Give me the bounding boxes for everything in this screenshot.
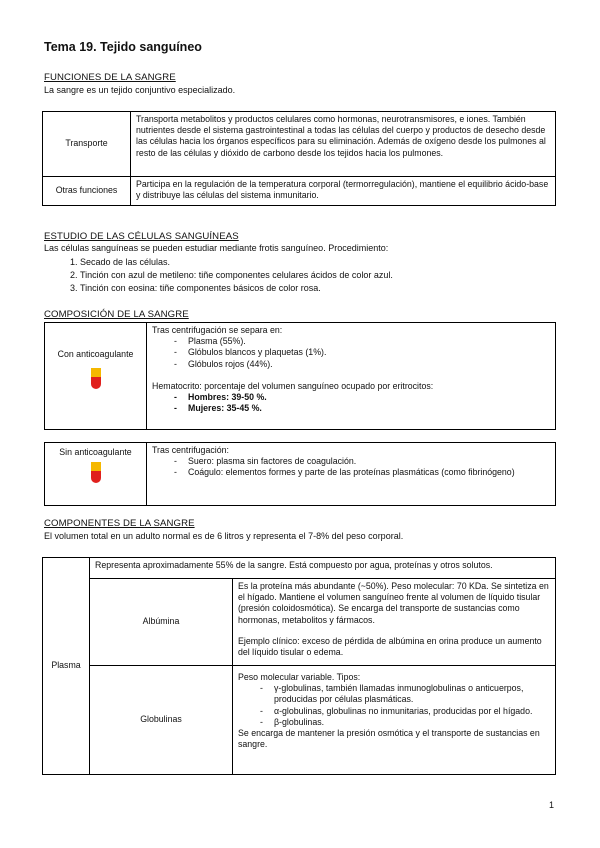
- list-item: - γ-globulinas, también llamadas inmunoglobulinas o anticuerpos, producidas por células plasmáticas.: [274, 683, 550, 705]
- con-anticoagulante-content: [147, 323, 556, 430]
- albumina-p1: Es la proteína más abundante (~50%). Peso molecular: 70 KDa. Se sintetiza en el hígado. Mantiene el volumen sanguíneo frente al volumen de líquido tisular (presión coloidosmótica). Se encarga del transporte de sustancias como hormonas, metabolitos y fármacos.: [238, 581, 549, 625]
- globulinas-label: Globulinas: [90, 666, 233, 775]
- funciones-table: [42, 111, 556, 206]
- list-item: - Plasma (55%).: [188, 336, 550, 347]
- table-row: [43, 558, 556, 579]
- composicion-con-table: [44, 322, 556, 430]
- albumina-content: [233, 579, 556, 666]
- con-intro: Tras centrifugación se separa en:: [152, 325, 283, 335]
- list-item: 1. Secado de las células.: [80, 256, 393, 269]
- page-title: Tema 19. Tejido sanguíneo: [44, 40, 202, 54]
- list-item: - β-globulinas.: [274, 717, 550, 728]
- row-text-otras-funciones: Participa en la regulación de la temperatura corporal (termorregulación), mantiene el equilibrio ácido-base y distribuye las células del sistema inmunitario.: [131, 177, 556, 206]
- globulinas-content: [233, 666, 556, 775]
- page-number: 1: [548, 800, 554, 810]
- section-heading-composicion: COMPOSICIÓN DE LA SANGRE: [44, 309, 189, 320]
- blood-tube-icon: [91, 368, 101, 389]
- section-heading-componentes: COMPONENTES DE LA SANGRE: [44, 518, 195, 529]
- table-row: [43, 112, 556, 177]
- con-anticoagulante-cell: [45, 323, 147, 430]
- section-heading-funciones: FUNCIONES DE LA SANGRE: [44, 72, 176, 83]
- table-row: [43, 666, 556, 775]
- sin-anticoagulante-label: Sin anticoagulante: [59, 447, 132, 457]
- list-item: 3. Tinción con eosina: tiñe componentes básicos de color rosa.: [80, 282, 393, 295]
- componentes-intro: El volumen total en un adulto normal es de 6 litros y representa el 7-8% del peso corporal.: [44, 531, 404, 541]
- plasma-desc: Representa aproximadamente 55% de la sangre. Está compuesto por agua, proteínas y otros solutos.: [90, 558, 556, 579]
- hematocrito-intro: Hematocrito: porcentaje del volumen sanguíneo ocupado por eritrocitos:: [152, 380, 434, 391]
- table-row: [43, 177, 556, 206]
- row-text-transporte: Transporta metabolitos y productos celulares como hormonas, neurotransmisores, e iones. También nutrientes desde el sistema gastrointestinal a todas las células del cuerpo y productos de desecho desde las células hacia los órganos específicos para su eliminación. Además de oxígeno desde los pulmones al resto de las células y dióxido de carbono desde los tejidos hacia los pulmones.: [131, 112, 556, 177]
- albumina-p2: Ejemplo clínico: exceso de pérdida de albúmina en orina produce un aumento del líquido tisular o edema.: [238, 635, 542, 658]
- list-item: 2. Tinción con azul de metileno: tiñe componentes celulares ácidos de color azul.: [80, 269, 393, 282]
- componentes-table: [42, 557, 556, 775]
- sin-anticoagulante-cell: [45, 443, 147, 506]
- list-item: - Glóbulos rojos (44%).: [188, 359, 550, 370]
- list-item: - Glóbulos blancos y plaquetas (1%).: [188, 347, 550, 358]
- section-heading-estudio: ESTUDIO DE LAS CÉLULAS SANGUÍNEAS: [44, 231, 239, 242]
- estudio-steps: [62, 256, 393, 295]
- blood-tube-icon: [91, 462, 101, 483]
- sin-anticoagulante-content: [147, 443, 556, 506]
- table-row: [43, 579, 556, 666]
- con-anticoagulante-label: Con anticoagulante: [57, 349, 134, 359]
- list-item: - Mujeres: 35-45 %.: [188, 403, 550, 414]
- sin-intro: Tras centrifugación:: [152, 445, 229, 455]
- plasma-label: Plasma: [43, 558, 90, 775]
- funciones-intro: La sangre es un tejido conjuntivo especializado.: [44, 85, 236, 95]
- estudio-intro: Las células sanguíneas se pueden estudiar mediante frotis sanguíneo. Procedimiento:: [44, 243, 389, 253]
- row-label-otras-funciones: Otras funciones: [43, 177, 131, 206]
- globulinas-outro: Se encarga de mantener la presión osmótica y el transporte de sustancias en sangre.: [238, 728, 540, 750]
- list-item: - α-globulinas, globulinas no inmunitarias, producidas por el hígado.: [274, 706, 550, 717]
- list-item: - Hombres: 39-50 %.: [188, 392, 550, 403]
- list-item: - Suero: plasma sin factores de coagulación.: [188, 456, 550, 467]
- list-item: - Coágulo: elementos formes y parte de las proteínas plasmáticas (como fibrinógeno): [188, 467, 550, 478]
- table-row: [45, 323, 556, 430]
- composicion-sin-table: [44, 442, 556, 506]
- albumina-label: Albúmina: [90, 579, 233, 666]
- row-label-transporte: Transporte: [43, 112, 131, 177]
- table-row: [45, 443, 556, 506]
- globulinas-intro: Peso molecular variable. Tipos:: [238, 672, 361, 682]
